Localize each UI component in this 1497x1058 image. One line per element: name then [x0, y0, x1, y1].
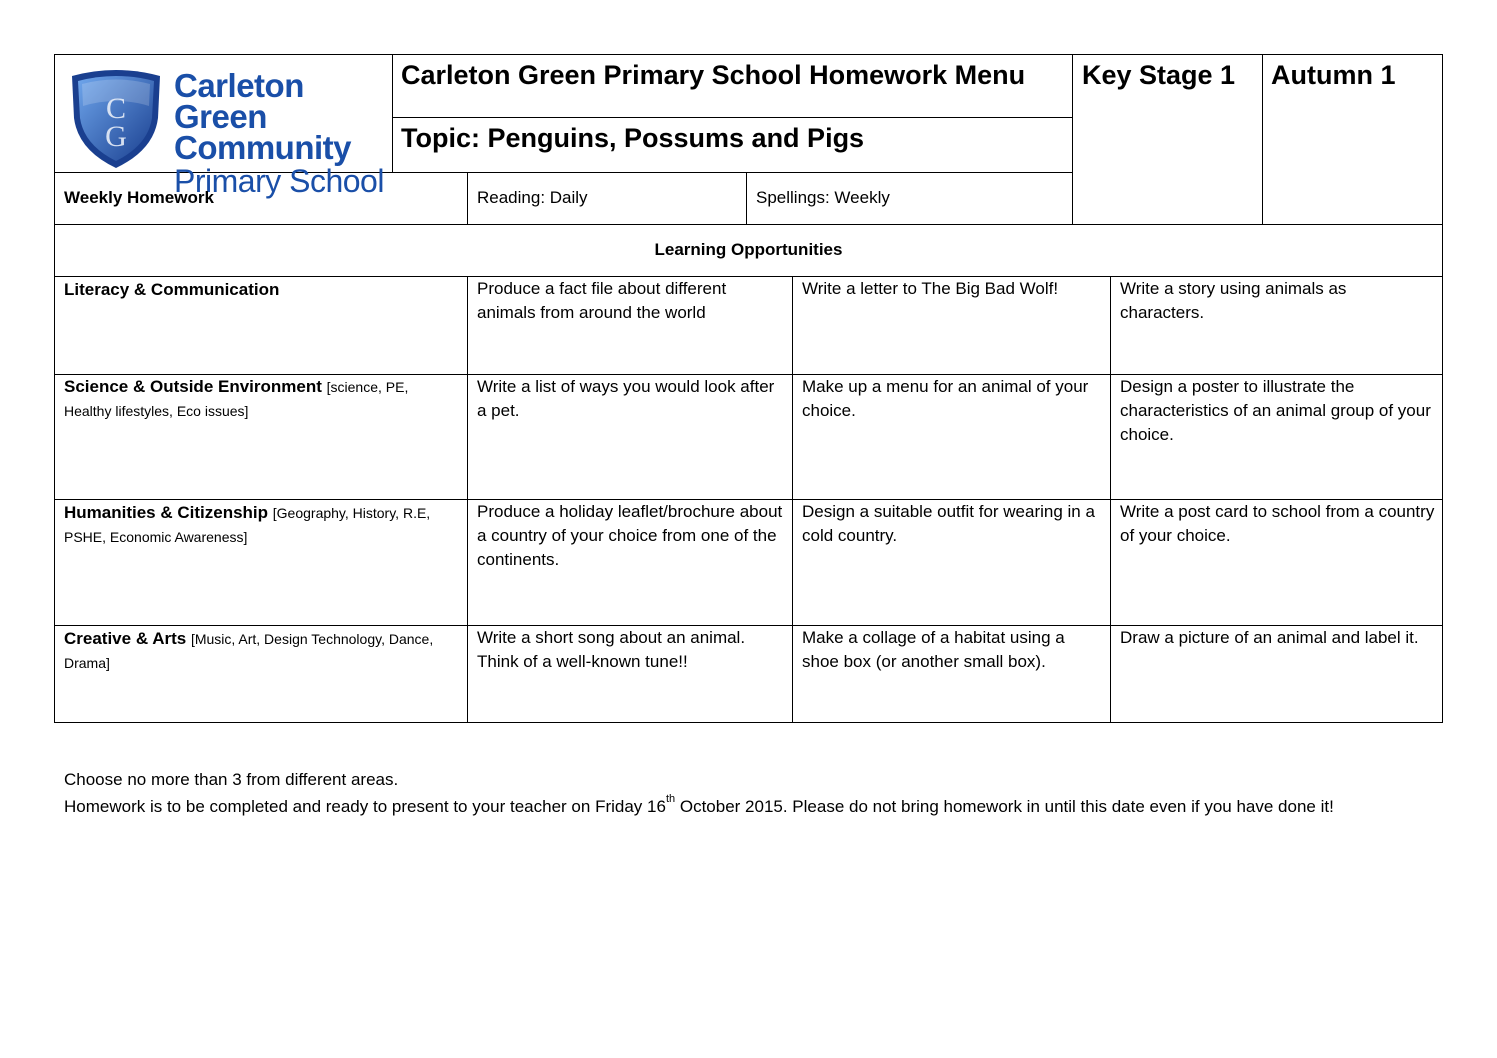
- task-cell: Write a post card to school from a country of your choice.: [1120, 502, 1435, 545]
- footer-instruction: Choose no more than 3 from different areas.: [64, 770, 399, 789]
- term-label: Autumn 1: [1271, 60, 1396, 90]
- task-cell: Write a story using animals as characters.: [1120, 279, 1347, 322]
- logo-wordmark: [174, 67, 384, 199]
- subject-cell: [64, 278, 459, 302]
- learning-opportunities-heading: Learning Opportunities: [654, 240, 843, 259]
- deadline-text-start: Homework is to be completed and ready to present to your teacher on Friday 16: [64, 797, 666, 816]
- task-cell: Produce a fact file about different animals from around the world: [477, 279, 727, 322]
- task-cell: Write a list of ways you would look after a pet.: [477, 377, 775, 420]
- task-cell: Draw a picture of an animal and label it.: [1120, 628, 1419, 647]
- task-cell: Make a collage of a habitat using a shoe box (or another small box).: [802, 628, 1065, 671]
- logo-line-2: Community: [174, 129, 351, 166]
- reading-frequency: Reading: Daily: [477, 188, 588, 207]
- task-cell: Produce a holiday leaflet/brochure about a country of your choice from one of the continents.: [477, 502, 783, 569]
- subject-cell: [64, 501, 459, 549]
- subject-name: Creative & Arts: [64, 629, 187, 648]
- page-title: Carleton Green Primary School Homework Menu: [401, 60, 1026, 90]
- task-cell: Design a suitable outfit for wearing in a cold country.: [802, 502, 1095, 545]
- subject-name: Science & Outside Environment: [64, 377, 322, 396]
- deadline-text-end: October 2015. Please do not bring homework in until this date even if you have done it!: [675, 797, 1334, 816]
- task-cell: Write a letter to The Big Bad Wolf!: [802, 279, 1059, 298]
- task-cell: Design a poster to illustrate the characteristics of an animal group of your choice.: [1120, 377, 1431, 444]
- subject-note: [Geography, History, R.E, PSHE, Economic Awareness]: [64, 505, 431, 545]
- subject-name: Humanities & Citizenship: [64, 503, 269, 522]
- svg-text:C: C: [105, 92, 127, 125]
- subject-cell: [64, 375, 459, 423]
- logo-line-1: Carleton Green: [174, 67, 304, 135]
- logo-line-3: Primary School: [174, 163, 384, 199]
- task-cell: Write a short song about an animal. Think of a well-known tune!!: [477, 628, 746, 671]
- shield-icon: [66, 66, 166, 170]
- subject-cell: [64, 627, 459, 675]
- subject-name: Literacy & Communication: [64, 280, 280, 299]
- task-cell: Make up a menu for an animal of your choice.: [802, 377, 1089, 420]
- key-stage-label: Key Stage 1: [1082, 60, 1236, 90]
- deadline-ordinal: th: [665, 793, 676, 806]
- weekly-homework-label: Weekly Homework: [64, 188, 214, 207]
- topic-title: Topic: Penguins, Possums and Pigs: [401, 123, 865, 153]
- subject-note: [Music, Art, Design Technology, Dance, Drama]: [64, 631, 434, 671]
- footer-deadline: [64, 795, 1334, 819]
- svg-text:G: G: [105, 120, 127, 153]
- subject-note: [science, PE, Healthy lifestyles, Eco issues]: [64, 379, 409, 419]
- spellings-frequency: Spellings: Weekly: [756, 188, 890, 207]
